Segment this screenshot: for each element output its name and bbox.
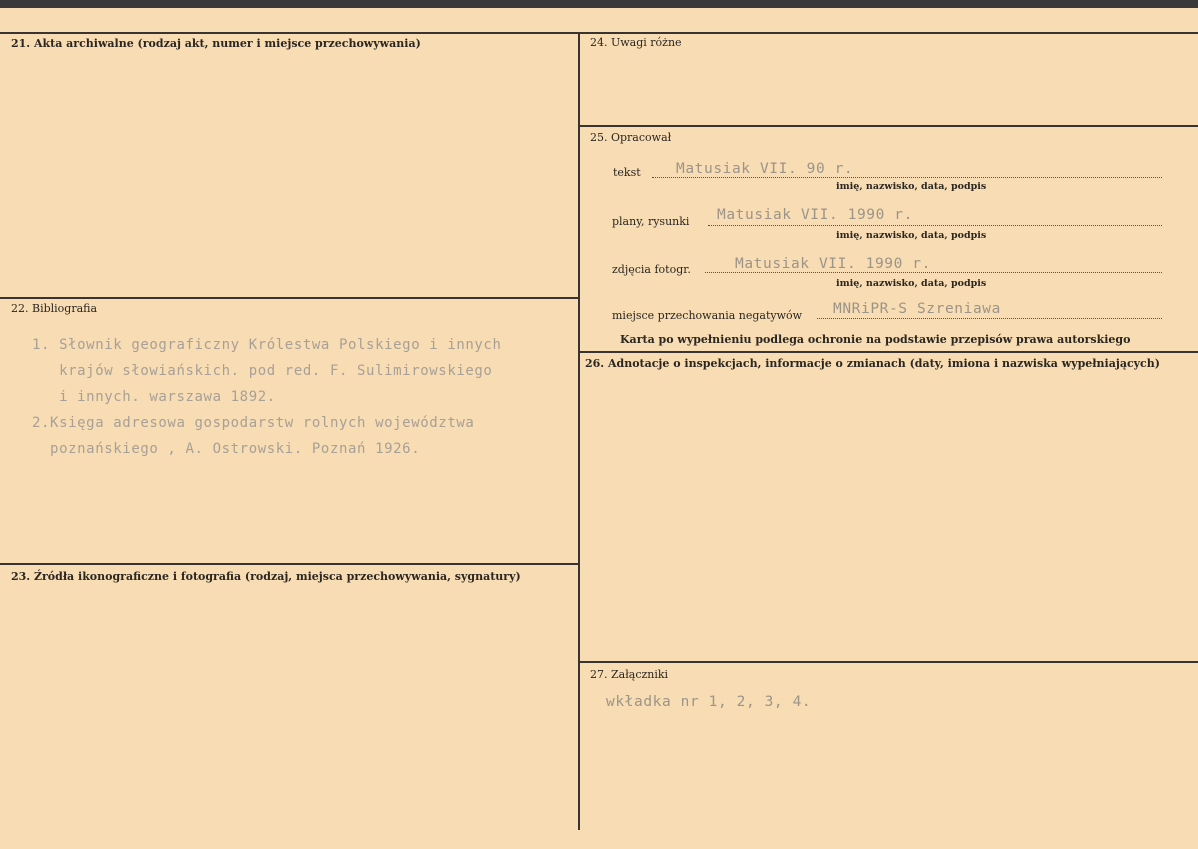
bibliography-line: krajów słowiańskich. pod red. F. Sulimirowskiego	[32, 363, 493, 379]
tekst-sublabel: imię, nazwisko, data, podpis	[836, 181, 987, 192]
bibliography-line: 1. Słownik geograficzny Królestwa Polskiego i innych	[32, 337, 502, 353]
plany-value: Matusiak VII. 1990 r.	[717, 207, 913, 223]
rule-21-22	[0, 297, 580, 299]
bibliography-line: i innych. warszawa 1892.	[32, 389, 276, 405]
zdjecia-sublabel: imię, nazwisko, data, podpis	[836, 278, 987, 289]
plany-line	[708, 225, 1162, 226]
top-rule	[0, 32, 1198, 34]
plany-label: plany, rysunki	[612, 215, 690, 228]
negatyw-label: miejsce przechowania negatywów	[612, 309, 803, 322]
tekst-value: Matusiak VII. 90 r.	[676, 161, 854, 177]
plany-sublabel: imię, nazwisko, data, podpis	[836, 230, 987, 241]
section-25-label: 25. Opracował	[590, 131, 672, 144]
zdjecia-line	[705, 272, 1162, 273]
vertical-divider	[578, 33, 580, 830]
rule-25-26	[580, 351, 1198, 353]
section-24-label: 24. Uwagi różne	[590, 36, 682, 49]
tekst-label: tekst	[613, 166, 641, 179]
section-23-label: 23. Źródła ikonograficzne i fotografia (rodzaj, miejsca przechowywania, sygnatury)	[11, 570, 521, 583]
rule-24-25	[580, 125, 1198, 127]
copyright-note: Karta po wypełnieniu podlega ochronie na podstawie przepisów prawa autorskiego	[620, 333, 1131, 346]
zdjecia-label: zdjęcia fotogr.	[612, 263, 691, 276]
negatyw-line	[817, 318, 1162, 319]
bibliography-line: poznańskiego , A. Ostrowski. Poznań 1926.	[32, 441, 421, 457]
rule-26-27	[580, 661, 1198, 663]
tekst-line	[652, 177, 1162, 178]
section-21-label: 21. Akta archiwalne (rodzaj akt, numer i miejsce przechowywania)	[11, 37, 421, 50]
rule-22-23	[0, 563, 580, 565]
section-27-label: 27. Załączniki	[590, 668, 669, 681]
bibliography-line: 2.Księga adresowa gospodarstw rolnych województwa	[32, 415, 475, 431]
bibliography-entries	[32, 332, 502, 462]
zdjecia-value: Matusiak VII. 1990 r.	[735, 256, 931, 272]
attachments-value: wkładka nr 1, 2, 3, 4.	[606, 694, 812, 710]
top-edge	[0, 0, 1198, 8]
section-26-label: 26. Adnotacje o inspekcjach, informacje o zmianach (daty, imiona i nazwiska wypełniających)	[585, 357, 1160, 370]
negatyw-value: MNRiPR-S Szreniawa	[833, 301, 1001, 317]
section-22-label: 22. Bibliografia	[11, 302, 98, 315]
